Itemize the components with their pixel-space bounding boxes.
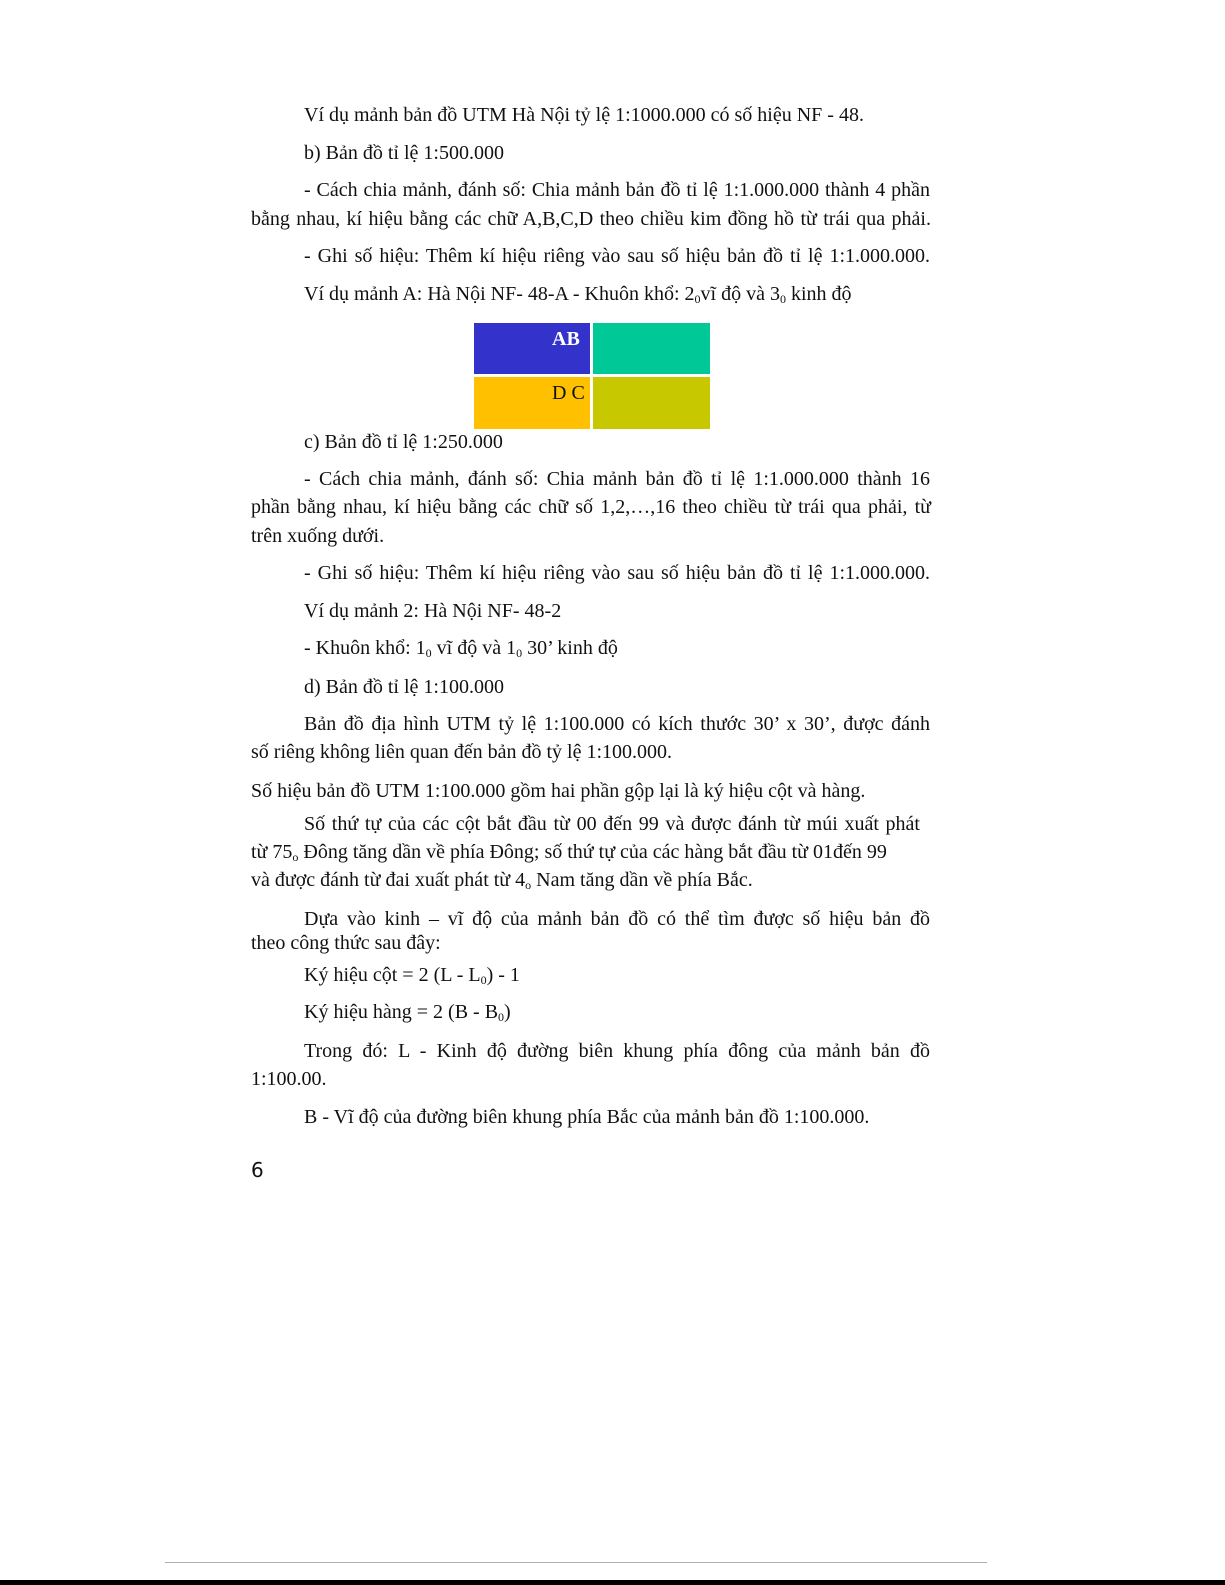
- text-line: - Cách chia mảnh, đánh số: Chia mảnh bản đồ tỉ lệ 1:1.000.000 thành 16: [304, 468, 930, 490]
- degree-subscript: 0: [779, 292, 786, 306]
- text-line: - Ghi số hiệu: Thêm kí hiệu riêng vào sau số hiệu bản đồ tỉ lệ 1:1.000.000.: [304, 245, 930, 267]
- grid-label-dc: D C: [552, 382, 585, 404]
- grid-label-ab: AB: [552, 328, 580, 350]
- page-divider: [165, 1562, 987, 1563]
- text-line: 1:100.00.: [251, 1068, 327, 1090]
- formula-column: [304, 961, 520, 994]
- degree-subscript: o: [525, 878, 532, 892]
- text-line: Dựa vào kinh – vĩ độ của mảnh bản đồ có thể tìm được số hiệu bản đồ: [304, 908, 930, 930]
- bottom-edge: [0, 1580, 1225, 1585]
- text-line: [304, 634, 618, 667]
- section-heading-c: c) Bản đồ tỉ lệ 1:250.000: [304, 431, 503, 453]
- text-fragment: Ký hiệu cột = 2 (L - L: [304, 964, 481, 986]
- degree-subscript: o: [292, 850, 299, 864]
- degree-subscript: 0: [425, 646, 432, 660]
- text-line: trên xuống dưới.: [251, 525, 385, 547]
- degree-subscript: 0: [516, 646, 523, 660]
- text-line: - Ghi số hiệu: Thêm kí hiệu riêng vào sau số hiệu bản đồ tỉ lệ 1:1.000.000.: [304, 562, 930, 584]
- text-line: [251, 866, 753, 899]
- text-fragment: vĩ độ và 3: [700, 283, 780, 305]
- subscript: 0: [480, 973, 487, 987]
- text-line: Bản đồ địa hình UTM tỷ lệ 1:100.000 có kích thước 30’ x 30’, được đánh: [304, 713, 930, 735]
- text-line: Ví dụ mảnh bản đồ UTM Hà Nội tỷ lệ 1:1000.000 có số hiệu NF - 48.: [304, 104, 864, 126]
- text-fragment: vĩ độ và 1: [431, 637, 517, 659]
- section-heading-b: b) Bản đồ tỉ lệ 1:500.000: [304, 142, 504, 164]
- text-fragment: từ 75: [251, 841, 293, 863]
- text-line: Trong đó: L - Kinh độ đường biên khung phía đông của mảnh bản đồ: [304, 1040, 930, 1062]
- sheet-division-grid: [474, 323, 710, 429]
- text-fragment: kinh độ: [785, 283, 852, 305]
- text-fragment: Ký hiệu hàng = 2 (B - B: [304, 1001, 499, 1023]
- cell-b: [593, 323, 710, 374]
- formula-row: [304, 998, 511, 1031]
- text-fragment: ): [504, 1001, 511, 1023]
- text-line: Ví dụ mảnh 2: Hà Nội NF- 48-2: [304, 600, 562, 622]
- text-line: - Cách chia mảnh, đánh số: Chia mảnh bản đồ tỉ lệ 1:1.000.000 thành 4 phần: [304, 179, 930, 201]
- text-fragment: và được đánh từ đai xuất phát từ 4: [251, 869, 526, 891]
- text-fragment: - Khuôn khổ: 1: [304, 637, 426, 659]
- text-line: số riêng không liên quan đến bản đồ tỷ lệ 1:100.000.: [251, 741, 673, 763]
- text-fragment: Ví dụ mảnh A: Hà Nội NF- 48-A - Khuôn khổ: 2: [304, 283, 695, 305]
- section-heading-d: d) Bản đồ tỉ lệ 1:100.000: [304, 676, 504, 698]
- cell-c: [593, 377, 710, 429]
- text-fragment: Đông tăng dần về phía Đông; số thứ tự của các hàng bắt đầu từ 01đến 99: [298, 841, 887, 863]
- text-fragment: ) - 1: [486, 964, 520, 986]
- text-line: bằng nhau, kí hiệu bằng các chữ A,B,C,D theo chiều kim đồng hồ từ trái qua phải.: [251, 208, 931, 230]
- text-line: theo công thức sau đây:: [251, 932, 441, 954]
- degree-subscript: 0: [694, 292, 701, 306]
- text-line: phần bằng nhau, kí hiệu bằng các chữ số 1,2,…,16 theo chiều từ trái qua phải, từ: [251, 496, 931, 518]
- text-line: [304, 280, 852, 313]
- text-line: Số hiệu bản đồ UTM 1:100.000 gồm hai phần gộp lại là ký hiệu cột và hàng.: [251, 780, 866, 802]
- text-line: B - Vĩ độ của đường biên khung phía Bắc của mảnh bản đồ 1:100.000.: [304, 1106, 870, 1128]
- subscript: 0: [498, 1010, 505, 1024]
- text-line: Số thứ tự của các cột bắt đầu từ 00 đến 99 và được đánh từ múi xuất phát: [304, 813, 920, 835]
- text-fragment: 30’ kinh độ: [522, 637, 618, 659]
- page-number: 6: [251, 1158, 264, 1182]
- text-fragment: Nam tăng dần về phía Bắc.: [531, 869, 753, 891]
